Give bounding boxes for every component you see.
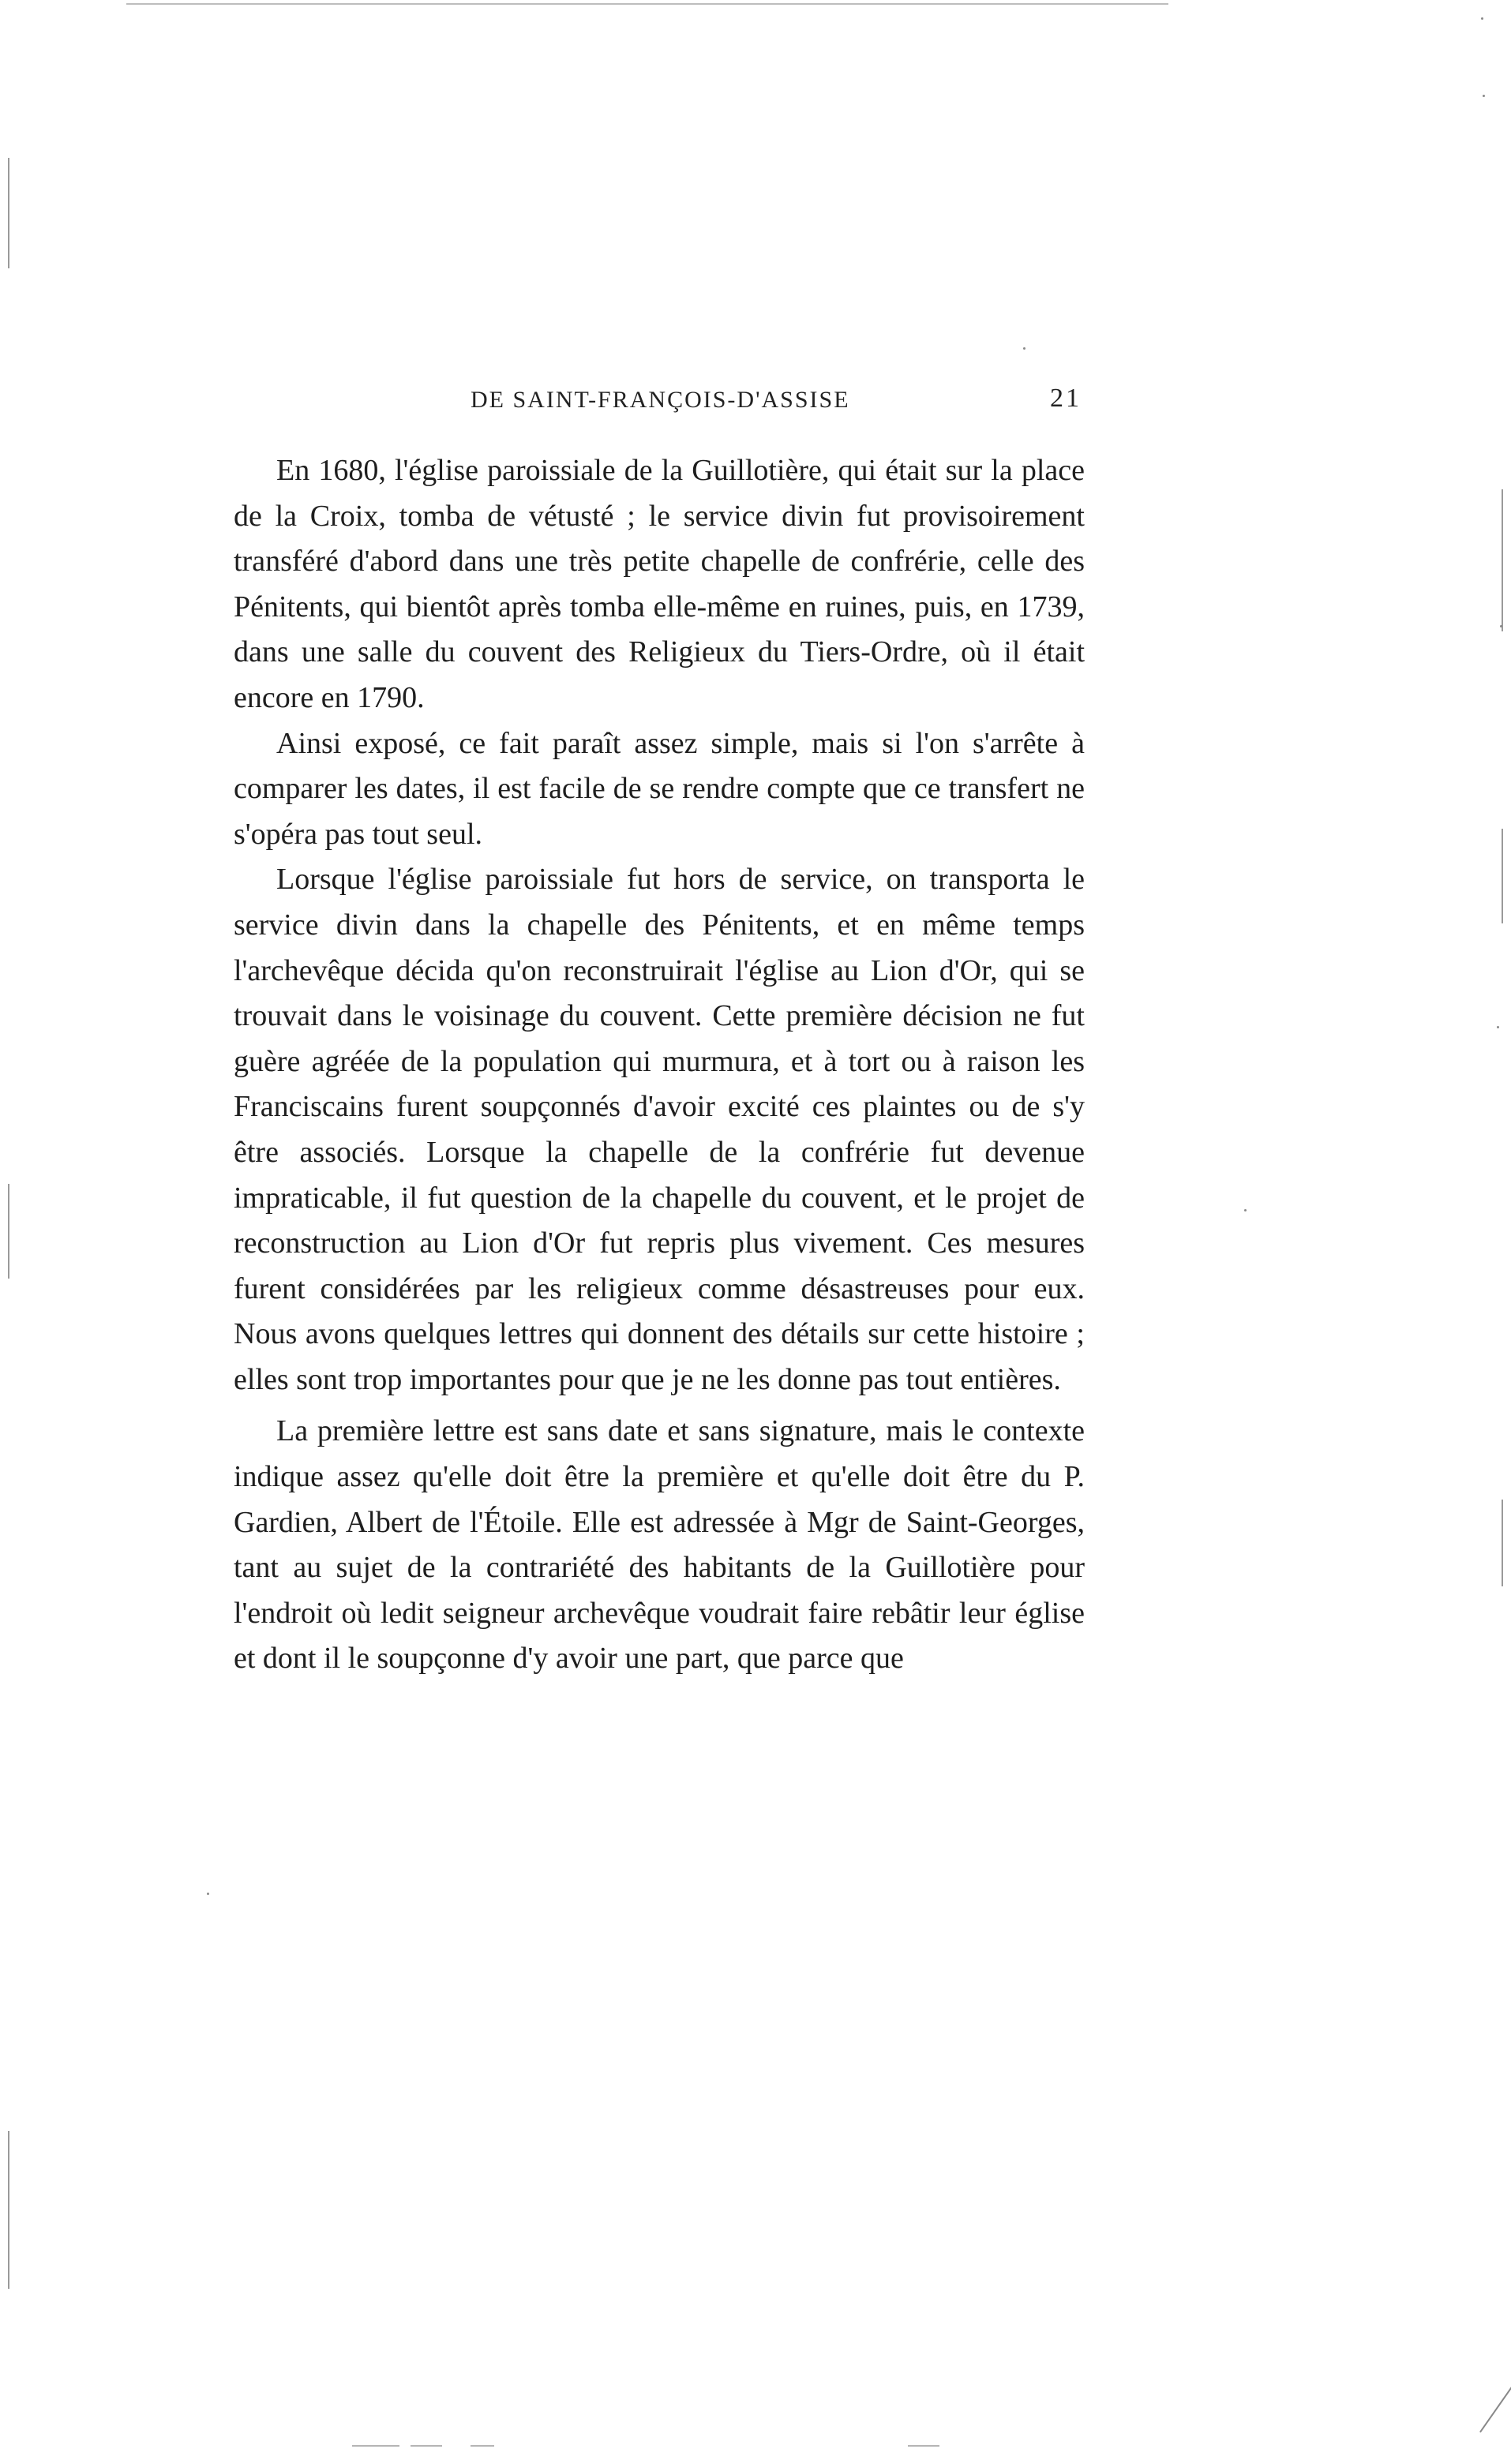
page-number: 21 bbox=[1050, 384, 1082, 413]
scan-top-rule bbox=[126, 3, 1168, 5]
scan-fleck bbox=[1023, 347, 1025, 350]
scan-bottom-dash bbox=[352, 2445, 399, 2447]
scan-right-edge bbox=[1502, 489, 1503, 631]
body-text bbox=[234, 448, 1085, 1682]
scan-fleck bbox=[1500, 625, 1502, 627]
scan-left-edge bbox=[8, 158, 9, 268]
scan-right-edge bbox=[1502, 1500, 1503, 1586]
paragraph-2: Ainsi exposé, ce fait paraît assez simple, mais si l'on s'arrête à comparer les dates, il est facile de se rendre compte que ce transfert ne s'opéra pas tout seul. bbox=[234, 726, 1085, 851]
scan-right-edge bbox=[1502, 829, 1503, 923]
scan-left-edge bbox=[8, 2131, 9, 2289]
scan-fleck bbox=[207, 1893, 209, 1895]
scan-fleck bbox=[1483, 95, 1485, 97]
scan-fleck bbox=[1497, 1026, 1499, 1028]
scan-bottom-dash bbox=[471, 2445, 494, 2447]
scan-fleck bbox=[1244, 1209, 1247, 1211]
scan-bottom-dash bbox=[411, 2445, 442, 2447]
running-title: DE SAINT-FRANÇOIS-D'ASSISE bbox=[471, 387, 850, 413]
scan-left-edge bbox=[8, 1184, 9, 1279]
scan-pencil-mark bbox=[1479, 2387, 1511, 2432]
paragraph-4: La première lettre est sans date et sans signature, mais le contexte indique assez qu'elle doit être la première et qu'elle doit être du P. Gardien, Albert de l'Étoile. Elle est adressée à Mgr de Saint-Georges, tant au sujet de la contrariété des habitants de la Guillotière pour l'endroit où ledit seigneur archevêque voudrait faire rebâtir leur église et dont il le soupçonne d'y avoir une part, que parce que bbox=[234, 1414, 1085, 1676]
paragraph-1: En 1680, l'église paroissiale de la Guillotière, qui était sur la place de la Croix, tomba de vétusté ; le service divin fut provisoirement transféré d'abord dans une très petite chapelle de confrérie, celle des Pénitents, qui bientôt après tomba elle-même en ruines, puis, en 1739, dans une salle du couvent des Religieux du Tiers-Ordre, où il était encore en 1790. bbox=[234, 454, 1085, 714]
paragraph-3: Lorsque l'église paroissiale fut hors de service, on transporta le service divin dans la chapelle des Pénitents, et en même temps l'archevêque décida qu'on reconstruirait l'église au Lion d'Or, qui se trouvait dans le voisinage du couvent. Cette première décision ne fut guère agréée de la population qui murmura, et à tort ou à raison les Franciscains furent soupçonnés d'avoir excité ces plaintes ou de s'y être associés. Lorsque la chapelle de la confrérie fut devenue impraticable, il fut question de la chapelle du couvent, et le projet de reconstruction au Lion d'Or fut repris plus vivement. Ces mesures furent considérées par les religieux comme désastreuses pour eux. Nous avons quelques lettres qui donnent des détails sur cette histoire ; elles sont trop importantes pour que je ne les donne pas tout entières. bbox=[234, 863, 1085, 1396]
scan-fleck bbox=[1481, 17, 1483, 20]
scan-bottom-dash bbox=[908, 2445, 939, 2447]
